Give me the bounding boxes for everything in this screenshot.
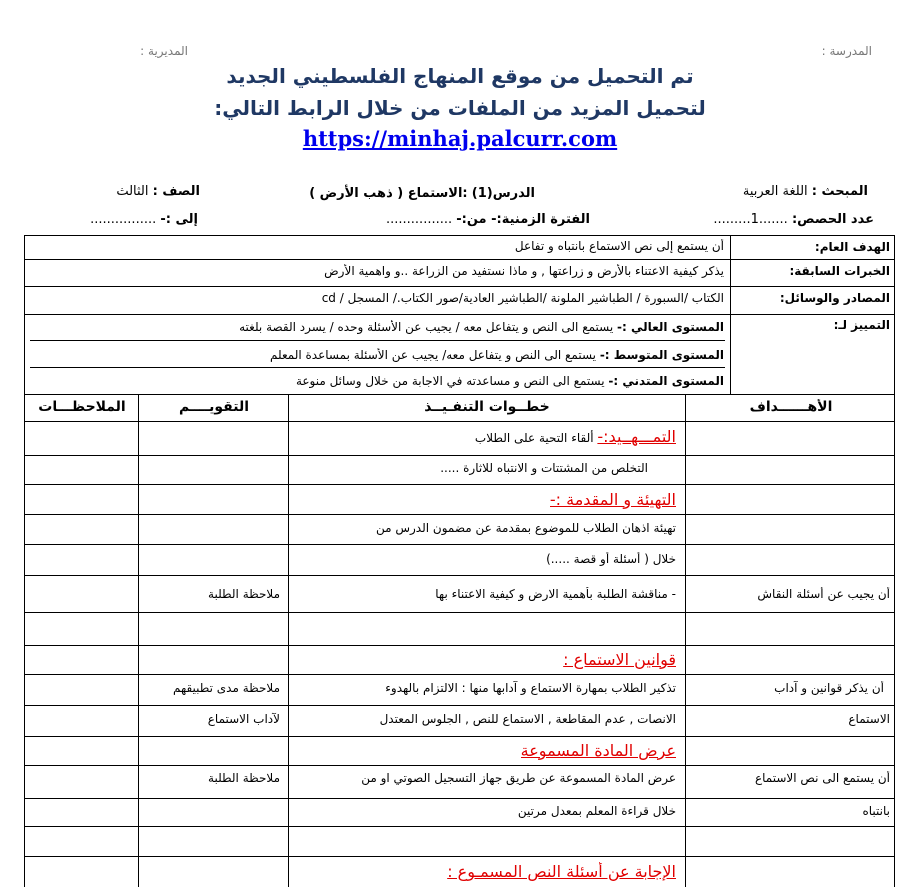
subject	[743, 184, 868, 199]
eval-row-8: ملاحظة مدى تطبيقهم	[172, 681, 280, 695]
eval-row-5: ملاحظة الطلبة	[208, 587, 280, 601]
promo-line-2: لتحميل المزيد من الملفات من خلال الرابط التالي:	[214, 96, 706, 120]
eval-row-11: ملاحظة الطلبة	[208, 771, 280, 785]
differentiation-label: التمييز لـ:	[833, 318, 890, 332]
eval-row-9: لآداب الاستماع	[207, 712, 280, 726]
header-objectives: الأهــــــداف	[749, 399, 833, 415]
header-steps: خطــوات التنفـيــذ	[424, 399, 550, 415]
periods-value: .......1.........	[713, 212, 788, 227]
time-label: الفترة الزمنية:- من:-	[456, 212, 590, 227]
general-goal-value: أن يستمع إلى نص الاستماع بانتباه و تفاعل	[514, 239, 724, 253]
time-range	[386, 212, 590, 227]
step-intro-title: التمـــهــيد:-	[597, 427, 676, 446]
step-row-9: الانصات , عدم المقاطعة , الاستماع للنص , الجلوس المعتدل	[379, 712, 676, 726]
level-medium-label: المستوى المتوسط :-	[599, 348, 724, 362]
header-notes: الملاحظـــات	[38, 399, 126, 415]
step-preparation-title: التهيئة و المقدمة :-	[549, 490, 676, 509]
step-row-4: خلال ( أسئلة أو قصة .....)	[546, 552, 676, 566]
to-label: إلى :-	[160, 212, 198, 227]
step-row-11: عرض المادة المسموعة عن طريق جهاز التسجيل الصوتي او من	[361, 771, 676, 785]
promo-line-1: تم التحميل من موقع المنهاج الفلسطيني الجديد	[226, 64, 694, 88]
step-row-12: خلال قراءة المعلم بمعدل مرتين	[517, 804, 676, 818]
level-high-text: يستمع الى النص و يتفاعل معه / يجيب عن الأسئلة وحده / يسرد القصة بلغته	[239, 320, 614, 334]
resources-label: المصادر والوسائل:	[779, 291, 890, 305]
level-high	[239, 320, 724, 334]
periods-label: عدد الحصص:	[791, 212, 874, 227]
objective-row-12: بانتباه	[862, 804, 890, 818]
grade	[116, 184, 200, 199]
lesson-label: الدرس(1)	[471, 186, 535, 201]
objective-row-5: أن يجيب عن أسئلة النقاش	[757, 587, 890, 601]
header-evaluation: التقويــــم	[179, 399, 249, 415]
prior-knowledge-value: يذكر كيفية الاعتناء بالأرض و زراعتها , و ماذا نستفيد من الزراعة ..و واهمية الأرض	[324, 264, 724, 278]
step-intro	[475, 427, 676, 446]
subject-value: اللغة العربية	[742, 184, 808, 199]
step-intro-text: ألقاء التحية على الطلاب	[474, 431, 594, 445]
step-row-1: التخلص من المشتتات و الانتباه للاثارة .....	[440, 461, 648, 475]
level-medium	[270, 348, 724, 362]
step-rules-title: قوانين الاستماع :	[563, 650, 676, 669]
objective-row-8: أن يذكر قوانين و آداب	[774, 681, 884, 695]
grade-value: الثالث	[116, 184, 149, 199]
step-audio-title: عرض المادة المسموعة	[520, 741, 676, 760]
to-value: ................	[90, 212, 157, 227]
level-medium-text: يستمع الى النص و يتفاعل معه/ يجيب عن الأسئلة بمساعدة المعلم	[270, 348, 596, 362]
grade-label: الصف :	[152, 184, 200, 199]
step-row-3: تهيئة اذهان الطلاب للموضوع بمقدمة عن مضمون الدرس من	[375, 521, 676, 535]
periods	[713, 212, 874, 227]
lesson	[309, 186, 535, 201]
directorate-label: المديرية :	[140, 44, 188, 58]
site-link[interactable]: https://minhaj.palcurr.com	[302, 126, 618, 151]
level-low-text: يستمع الى النص و مساعدته في الاجابة من خلال وسائل منوعة	[295, 374, 605, 388]
step-row-5: - مناقشة الطلبة بأهمية الارض و كيفية الاعتناء بها	[435, 587, 676, 601]
resources-value: الكتاب /السبورة / الطباشير الملونة /الطباشير العادية/صور الكتاب./ المسجل / cd	[321, 291, 724, 305]
objective-row-11: أن يستمع الى نص الاستماع	[754, 771, 890, 785]
level-low-label: المستوى المتدني :-	[608, 374, 724, 388]
step-answers-title: الإجابة عن أسئلة النص المسمـوع :	[447, 862, 676, 881]
general-goal-label: الهدف العام:	[814, 240, 890, 254]
lesson-value: :الاستماع ( ذهب الأرض )	[309, 186, 468, 201]
step-row-8: تذكير الطلاب بمهارة الاستماع و آدابها منها : الالتزام بالهدوء	[385, 681, 676, 695]
level-high-label: المستوى العالي :-	[617, 320, 724, 334]
level-low	[296, 374, 724, 388]
time-from: ................	[386, 212, 453, 227]
time-to	[90, 212, 198, 227]
objective-row-9: الاستماع	[848, 712, 890, 726]
school-label: المدرسة :	[821, 44, 872, 58]
subject-label: المبحث :	[811, 184, 868, 199]
prior-knowledge-label: الخبرات السابقة:	[789, 264, 890, 278]
